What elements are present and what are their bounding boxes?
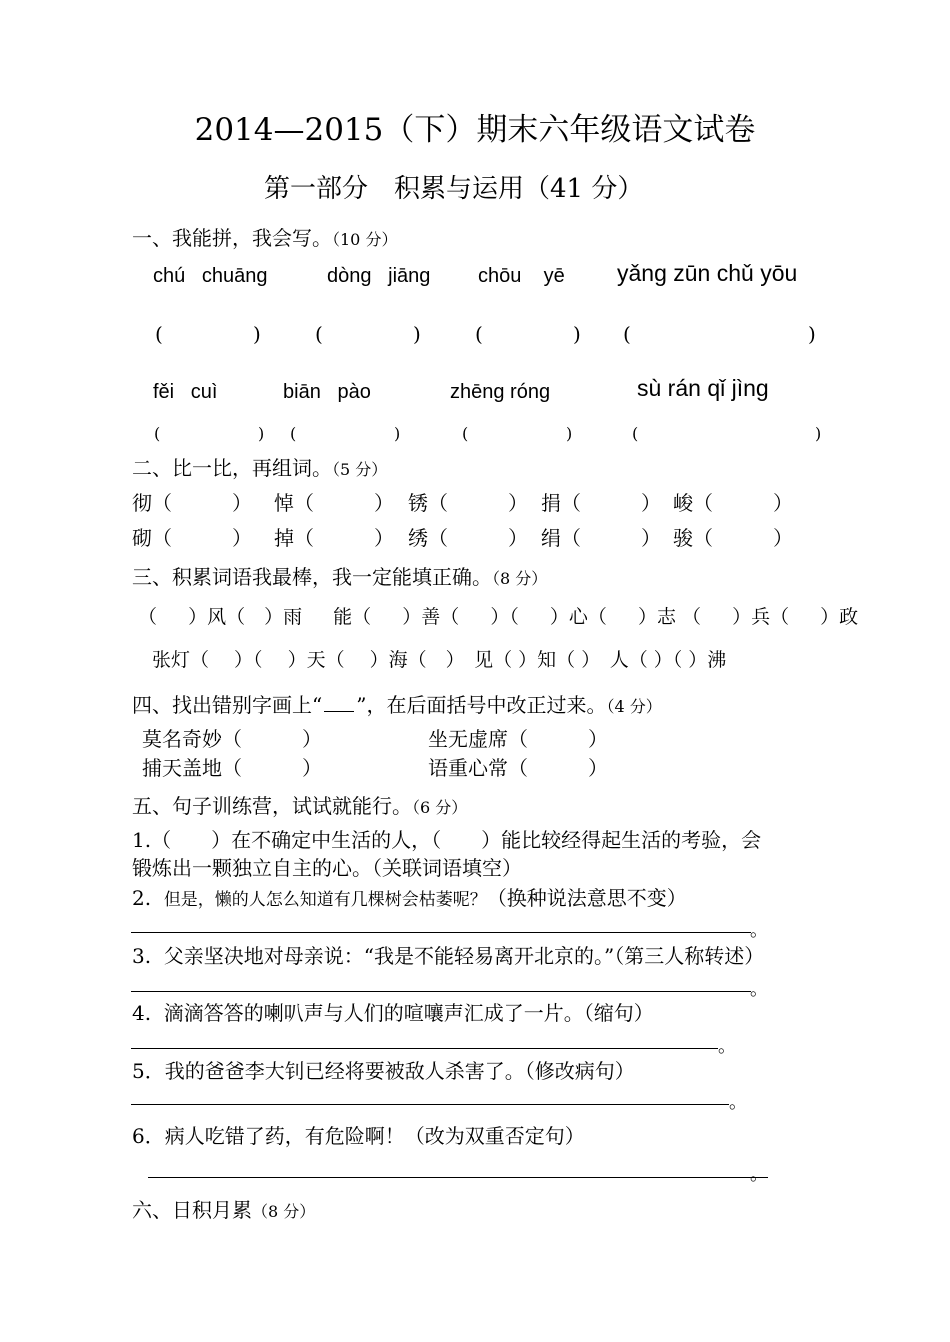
- compare-char: 绣（ ）: [408, 526, 528, 550]
- answer-blank-2-close: ): [413, 322, 421, 346]
- section-5-heading: 五、句子训练营，试试就能行。（6 分）: [132, 794, 468, 818]
- period-mark: 。: [750, 979, 768, 1000]
- pinyin-6: biān pào: [283, 381, 371, 403]
- typo-item-2: 坐无虚席（ ）: [428, 727, 608, 751]
- period-mark: 。: [718, 1036, 736, 1057]
- pinyin-8: sù rán qǐ jìng: [637, 375, 769, 401]
- section-2-heading: 二、比一比，再组词。（5 分）: [132, 456, 388, 480]
- compare-char: 捐（ ）: [541, 491, 661, 515]
- period-mark: 。: [729, 1092, 747, 1113]
- pinyin-4: yǎng zūn chǔ yōu: [617, 260, 798, 286]
- answer-line-5[interactable]: [131, 1104, 729, 1105]
- answer-blank-1-close: ): [253, 322, 261, 346]
- compare-char: 绢（ ）: [541, 526, 661, 550]
- typo-item-4: 语重心常（ ）: [428, 756, 608, 780]
- answer-line-3[interactable]: [131, 991, 751, 992]
- compare-char: 悼（ ）: [274, 491, 394, 515]
- pinyin-3: chōu yē: [478, 265, 565, 287]
- pinyin-2: dòng jiāng: [327, 265, 431, 287]
- answer-blank-5[interactable]: (: [154, 424, 161, 443]
- compare-char: 砌（ ）: [132, 526, 252, 550]
- question-6: 6．病人吃错了药，有危险啊！（改为双重否定句）: [132, 1124, 585, 1148]
- idiom-row-1: （ ）风（ ）雨 能（ ）善（ ）（ ）心（ ）志 （ ）兵（ ）政: [138, 606, 859, 628]
- answer-line-4[interactable]: [131, 1048, 718, 1049]
- typo-item-1: 莫名奇妙（ ）: [142, 727, 322, 751]
- compare-char: 锈（ ）: [408, 491, 528, 515]
- question-2: 2. 但是，懒的人怎么知道有几棵树会枯萎呢？（换种说法意思不变）: [132, 886, 687, 910]
- section-1-heading: 一、我能拼，我会写。（10 分）: [132, 226, 398, 250]
- answer-blank-8-close: ): [815, 424, 822, 443]
- answer-blank-5-close: ): [258, 424, 265, 443]
- pinyin-1: chú chuāng: [153, 265, 268, 287]
- pinyin-7: zhēng róng: [450, 381, 551, 403]
- answer-blank-1[interactable]: (: [155, 322, 163, 346]
- question-4: 4. 滴滴答答的喇叭声与人们的喧嚷声汇成了一片。（缩句）: [132, 1001, 654, 1025]
- question-1-line-1: 1.（ ）在不确定中生活的人，（ ）能比较经得起生活的考验，会: [132, 828, 762, 852]
- part-one-heading: 第一部分 积累与运用（41 分）: [264, 174, 644, 204]
- idiom-row-2: 张灯（ ）（ ）天（ ）海（ ） 见（ ）知（ ） 人（ ）（ ）沸: [152, 649, 727, 671]
- compare-char: 骏（ ）: [673, 526, 793, 550]
- typo-item-3: 捕天盖地（ ）: [142, 756, 322, 780]
- question-5: 5．我的爸爸李大钊已经将要被敌人杀害了。（修改病句）: [132, 1059, 635, 1083]
- compare-char: 彻（ ）: [132, 491, 252, 515]
- answer-blank-8[interactable]: (: [632, 424, 639, 443]
- answer-blank-6-close: ): [394, 424, 401, 443]
- answer-line-2[interactable]: [131, 932, 751, 933]
- answer-blank-4-close: ): [808, 322, 816, 346]
- answer-line-6[interactable]: [148, 1177, 768, 1178]
- period-mark: 。: [750, 1164, 768, 1185]
- period-mark: 。: [750, 920, 768, 941]
- section-6-heading: 六、日积月累（8 分）: [132, 1198, 316, 1222]
- answer-blank-7[interactable]: (: [462, 424, 469, 443]
- answer-blank-3[interactable]: (: [475, 322, 483, 346]
- answer-blank-6[interactable]: (: [290, 424, 297, 443]
- compare-char: 峻（ ）: [673, 491, 793, 515]
- answer-blank-3-close: ): [573, 322, 581, 346]
- exam-title: 2014—2015（下）期末六年级语文试卷: [194, 112, 756, 148]
- section-4-heading: 四、找出错别字画上“ ”，在后面括号中改正过来。（4 分）: [132, 693, 662, 717]
- section-3-heading: 三、积累词语我最棒，我一定能填正确。（8 分）: [132, 565, 548, 589]
- question-1-line-2: 锻炼出一颗独立自主的心。（关联词语填空）: [132, 856, 522, 880]
- compare-char: 掉（ ）: [274, 526, 394, 550]
- pinyin-5: fěi cuì: [153, 381, 218, 403]
- answer-blank-7-close: ): [566, 424, 573, 443]
- question-3: 3. 父亲坚决地对母亲说：“我是不能轻易离开北京的。”（第三人称转述）: [132, 944, 765, 968]
- answer-blank-4[interactable]: (: [623, 322, 631, 346]
- answer-blank-2[interactable]: (: [315, 322, 323, 346]
